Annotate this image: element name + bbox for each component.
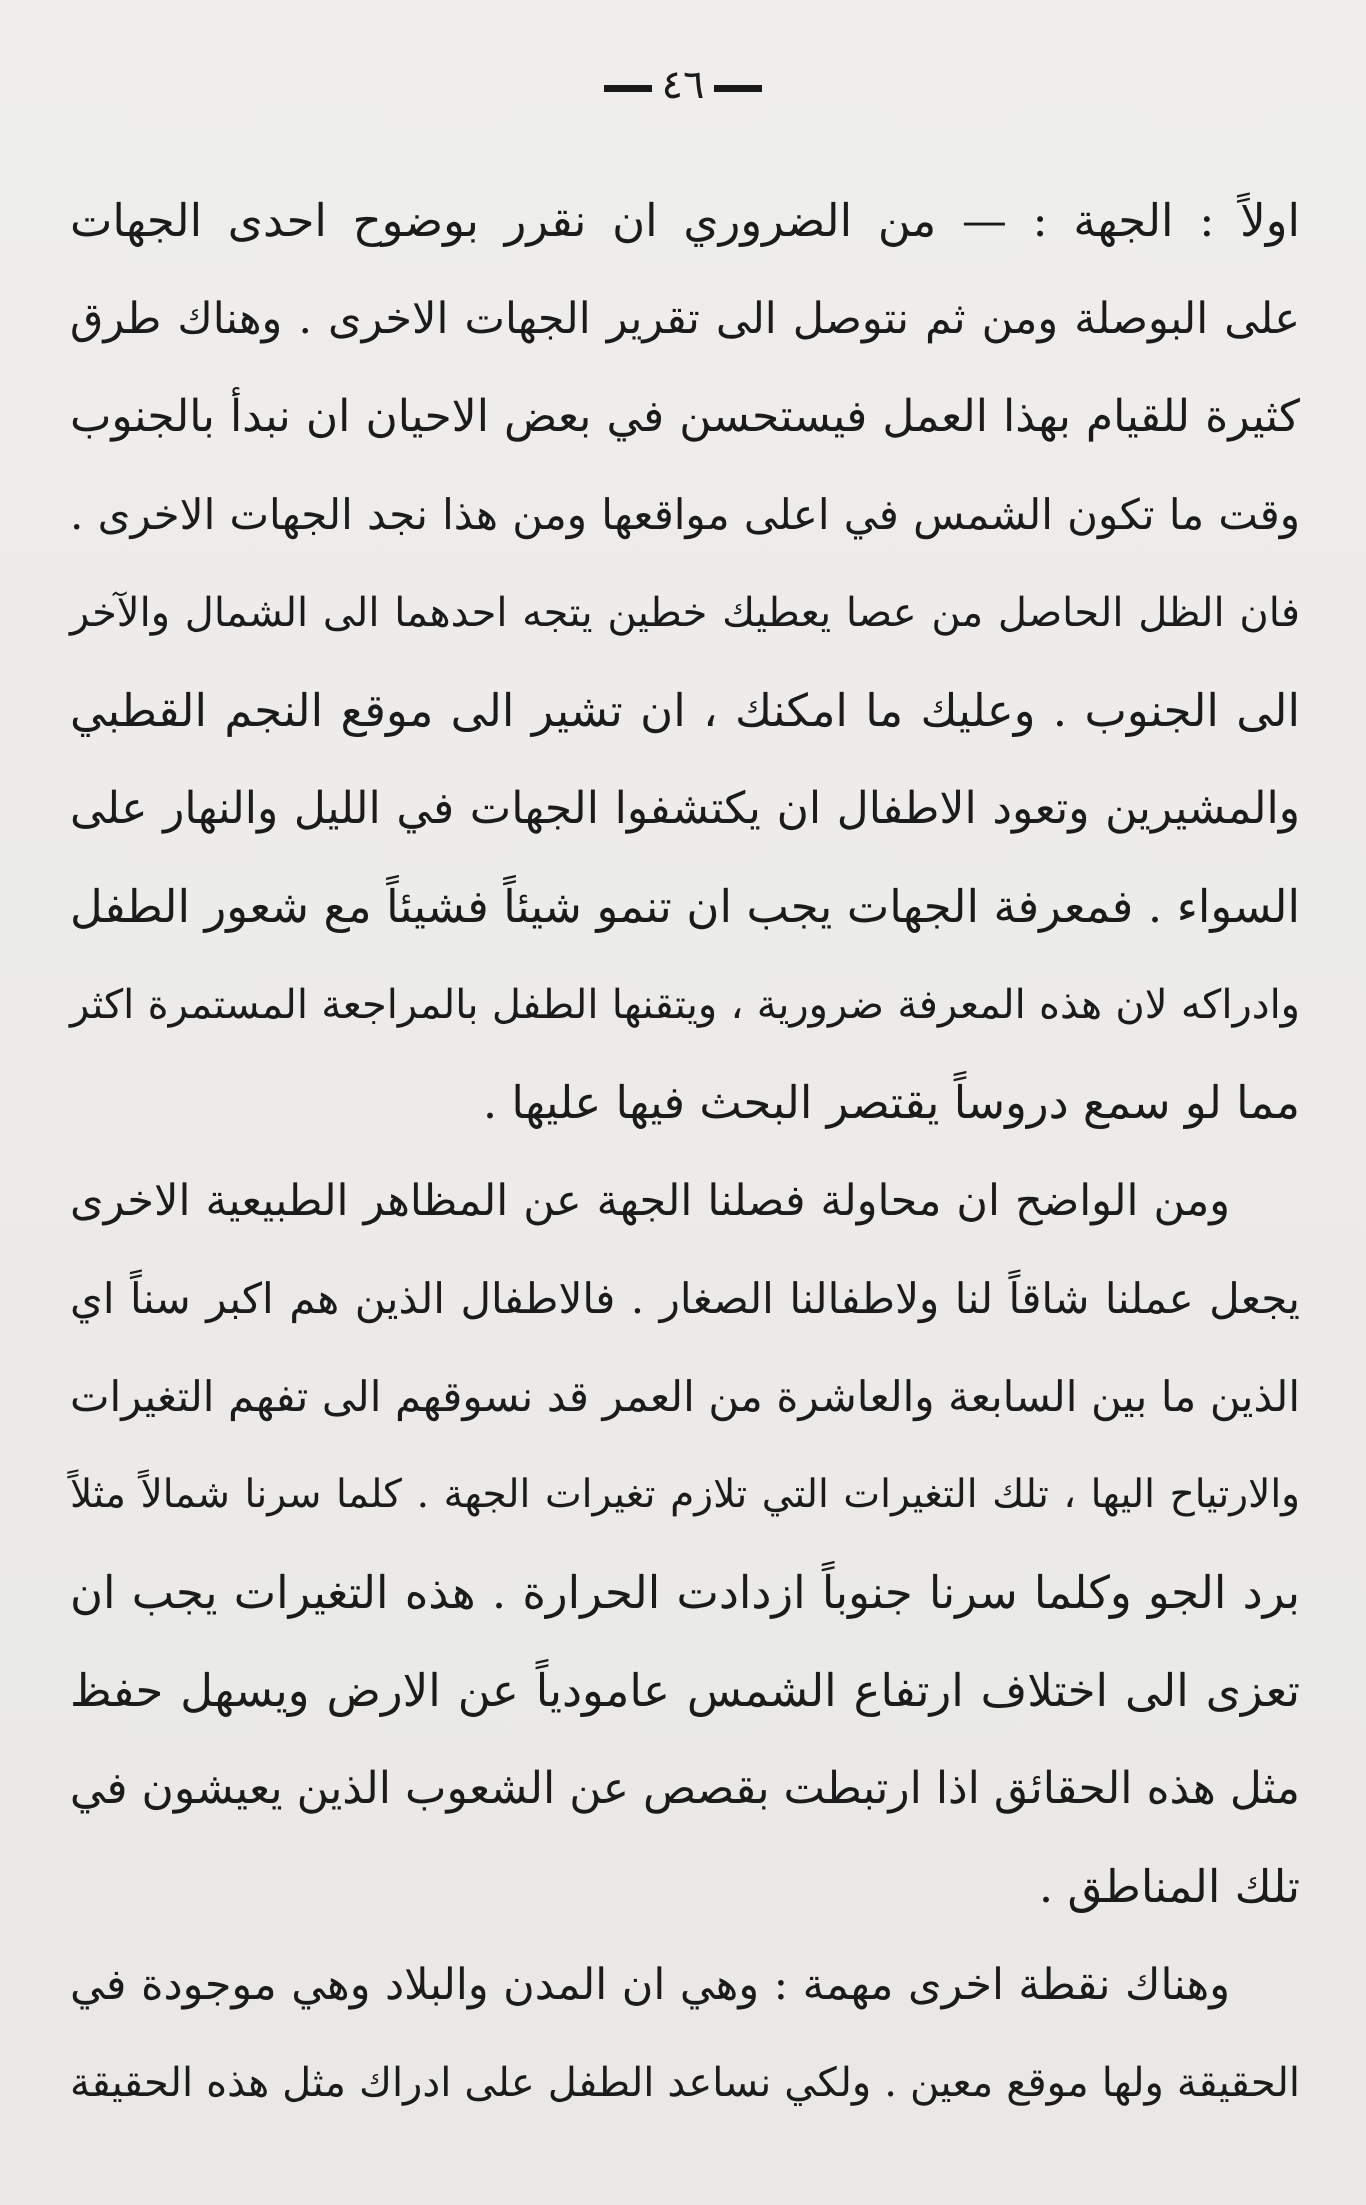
- text-line: والمشيرين وتعود الاطفال ان يكتشفوا الجهات في الليل والنهار على: [70, 783, 1300, 834]
- paragraph-end-line: مما لو سمع دروساً يقتصر البحث فيها عليها .: [482, 1076, 1300, 1129]
- text-line: تعزى الى اختلاف ارتفاع الشمس عامودياً عن الارض ويسهل حفظ: [70, 1664, 1300, 1717]
- text-line: يجعل عملنا شاقاً لنا ولاطفالنا الصغار . فالاطفال الذين هم اكبر سناً اي: [70, 1274, 1300, 1323]
- text-line: الى الجنوب . وعليك ما امكنك ، ان تشير الى موقع النجم القطبي: [70, 684, 1300, 737]
- text-line: على البوصلة ومن ثم نتوصل الى تقرير الجهات الاخرى . وهناك طرق: [70, 294, 1300, 344]
- text-line: اولاً : الجهة : — من الضروري ان نقرر بوضوح احدى الجهات: [70, 194, 1300, 247]
- paragraph-start-line: وهناك نقطة اخرى مهمة : وهي ان المدن والبلاد وهي موجودة في: [70, 1960, 1230, 2010]
- page-header: [0, 62, 1366, 108]
- header-dash-left: [604, 85, 652, 92]
- page-number: ٤٦: [661, 62, 705, 108]
- text-line: كثيرة للقيام بهذا العمل فيستحسن في بعض الاحيان ان نبدأ بالجنوب: [70, 391, 1300, 442]
- text-line: الحقيقة ولها موقع معين . ولكي نساعد الطفل على ادراك مثل هذه الحقيقة: [70, 2060, 1300, 2106]
- text-line: الذين ما بين السابعة والعاشرة من العمر قد نسوقهم الى تفهم التغيرات: [70, 1372, 1300, 1421]
- text-line: برد الجو وكلما سرنا جنوباً ازدادت الحرارة . هذه التغيرات يجب ان: [70, 1566, 1300, 1619]
- body-text: [70, 172, 1300, 2132]
- text-line: والارتياح اليها ، تلك التغيرات التي تلازم تغيرات الجهة . كلما سرنا شمالاً مثلاً: [70, 1472, 1300, 1517]
- text-line: السواء . فمعرفة الجهات يجب ان تنمو شيئاً فشيئاً مع شعور الطفل: [70, 880, 1300, 933]
- paragraph-end-line: تلك المناطق .: [1038, 1860, 1300, 1913]
- text-line: وادراكه لان هذه المعرفة ضرورية ، ويتقنها الطفل بالمراجعة المستمرة اكثر: [70, 982, 1300, 1028]
- header-dash-right: [714, 85, 762, 92]
- text-line: وقت ما تكون الشمس في اعلى مواقعها ومن هذا نجد الجهات الاخرى .: [70, 490, 1300, 539]
- text-line: فان الظل الحاصل من عصا يعطيك خطين يتجه احدهما الى الشمال والآخر: [70, 590, 1300, 636]
- paragraph-start-line: ومن الواضح ان محاولة فصلنا الجهة عن المظاهر الطبيعية الاخرى: [70, 1176, 1230, 1226]
- text-line: مثل هذه الحقائق اذا ارتبطت بقصص عن الشعوب الذين يعيشون في: [69, 1763, 1300, 1814]
